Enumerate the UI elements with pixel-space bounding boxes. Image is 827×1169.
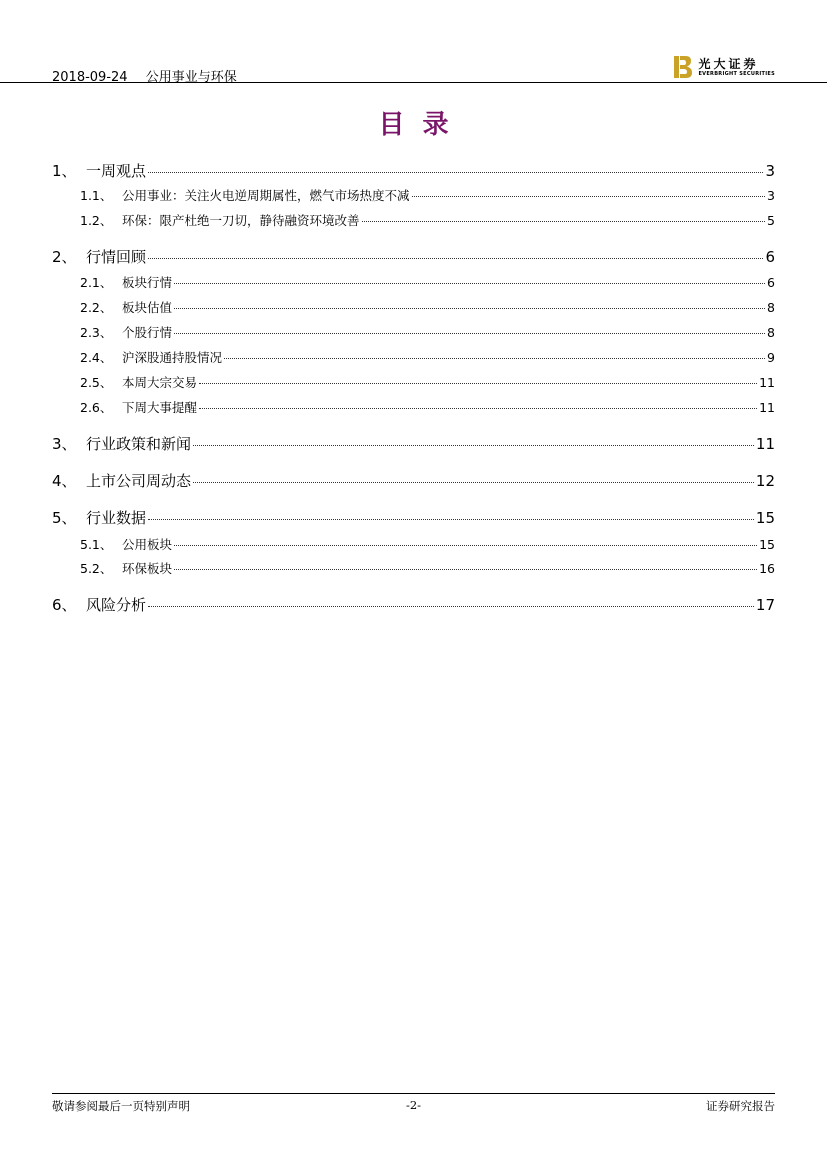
toc-leader-dots bbox=[148, 519, 754, 520]
toc-entry[interactable] bbox=[52, 373, 775, 391]
toc-leader-dots bbox=[224, 358, 765, 359]
toc-leader-dots bbox=[148, 172, 763, 173]
toc-entry-label: 行业政策和新闻 bbox=[86, 435, 192, 453]
toc-entry[interactable] bbox=[52, 559, 775, 577]
toc-leader-dots bbox=[174, 545, 757, 546]
toc-entry-label: 环保：限产杜绝一刀切，静待融资环境改善 bbox=[122, 213, 360, 228]
page-number: -2- bbox=[405, 1098, 422, 1112]
toc-entry-number: 2.6、 bbox=[80, 400, 113, 415]
toc-leader-dots bbox=[193, 482, 754, 483]
toc-entry-page: 12 bbox=[755, 472, 775, 490]
toc-leader-dots bbox=[174, 569, 757, 570]
toc-entry[interactable] bbox=[52, 186, 775, 204]
toc-leader-dots bbox=[193, 445, 754, 446]
toc-entry[interactable] bbox=[52, 246, 775, 267]
toc-entry[interactable] bbox=[52, 160, 775, 181]
toc-entry-page: 3 bbox=[765, 162, 775, 180]
toc-entry-label: 上市公司周动态 bbox=[86, 472, 192, 490]
toc-entry-page: 11 bbox=[755, 435, 775, 453]
toc-entry[interactable] bbox=[52, 348, 775, 366]
toc-entry-page: 15 bbox=[759, 537, 775, 552]
toc-entry-page: 17 bbox=[755, 596, 775, 614]
toc-entry-page: 9 bbox=[767, 350, 775, 365]
toc-entry[interactable] bbox=[52, 323, 775, 341]
toc-entry-number: 2.4、 bbox=[80, 350, 113, 365]
toc-entry-label: 本周大宗交易 bbox=[122, 375, 198, 390]
toc-entry-label: 个股行情 bbox=[122, 325, 173, 340]
toc-entry-number: 2.3、 bbox=[80, 325, 113, 340]
header-divider bbox=[0, 82, 827, 83]
page-header bbox=[52, 54, 775, 84]
toc-leader-dots bbox=[148, 258, 763, 259]
footer-divider bbox=[52, 1093, 775, 1094]
toc-entry[interactable] bbox=[52, 470, 775, 491]
toc-entry-number: 6、 bbox=[52, 596, 77, 614]
toc-leader-dots bbox=[148, 606, 754, 607]
toc-entry-page: 11 bbox=[759, 400, 775, 415]
toc-entry[interactable] bbox=[52, 298, 775, 316]
toc-leader-dots bbox=[199, 383, 757, 384]
report-date: 2018-09-24 bbox=[52, 70, 128, 85]
toc-leader-dots bbox=[174, 333, 765, 334]
logo-mark-icon bbox=[674, 56, 692, 78]
toc-entry[interactable] bbox=[52, 273, 775, 291]
toc-entry-label: 风险分析 bbox=[86, 596, 147, 614]
toc-entry-label: 公用事业：关注火电逆周期属性，燃气市场热度不减 bbox=[122, 188, 410, 203]
toc-entry-number: 5、 bbox=[52, 509, 77, 527]
company-logo bbox=[674, 54, 775, 80]
toc-entry-label: 下周大事提醒 bbox=[122, 400, 198, 415]
toc-entry-page: 16 bbox=[759, 561, 775, 576]
toc-entry[interactable] bbox=[52, 433, 775, 454]
toc-leader-dots bbox=[362, 221, 766, 222]
toc-entry-page: 15 bbox=[755, 509, 775, 527]
logo-cn-text: 光大证券 bbox=[698, 56, 759, 71]
toc-entry-number: 1.1、 bbox=[80, 188, 113, 203]
toc-entry-number: 2.1、 bbox=[80, 275, 113, 290]
toc-entry-number: 1.2、 bbox=[80, 213, 113, 228]
logo-en-text: EVERBRIGHT SECURITIES bbox=[698, 70, 775, 77]
toc-entry[interactable] bbox=[52, 211, 775, 229]
toc-entry-label: 一周观点 bbox=[86, 162, 147, 180]
toc-entry[interactable] bbox=[52, 535, 775, 553]
toc-entry-number: 1、 bbox=[52, 162, 77, 180]
toc-entry-page: 6 bbox=[765, 248, 775, 266]
toc-leader-dots bbox=[412, 196, 766, 197]
footer-disclaimer: 敬请参阅最后一页特别声明 bbox=[52, 1099, 190, 1113]
toc-entry-label: 行情回顾 bbox=[86, 248, 147, 266]
toc-entry-page: 11 bbox=[759, 375, 775, 390]
toc-entry-number: 5.1、 bbox=[80, 537, 113, 552]
toc-entry-label: 板块行情 bbox=[122, 275, 173, 290]
toc-entry-label: 板块估值 bbox=[122, 300, 173, 315]
toc-entry-page: 8 bbox=[767, 300, 775, 315]
toc-entry[interactable] bbox=[52, 594, 775, 615]
toc-leader-dots bbox=[174, 283, 765, 284]
toc-leader-dots bbox=[199, 408, 757, 409]
report-sector: 公用事业与环保 bbox=[145, 70, 237, 85]
toc-entry-number: 5.2、 bbox=[80, 561, 113, 576]
toc-entry-label: 沪深股通持股情况 bbox=[122, 350, 223, 365]
toc-entry-number: 2.5、 bbox=[80, 375, 113, 390]
toc-entry-label: 行业数据 bbox=[86, 509, 147, 527]
toc-entry-page: 3 bbox=[767, 188, 775, 203]
footer-report-type: 证券研究报告 bbox=[706, 1099, 775, 1113]
page-footer bbox=[52, 1098, 775, 1114]
toc-entry[interactable] bbox=[52, 507, 775, 528]
toc-entry-number: 3、 bbox=[52, 435, 77, 453]
toc-entry-page: 5 bbox=[767, 213, 775, 228]
toc-leader-dots bbox=[174, 308, 765, 309]
toc-entry-number: 2.2、 bbox=[80, 300, 113, 315]
toc-entry-label: 环保板块 bbox=[122, 561, 173, 576]
toc-entry-number: 4、 bbox=[52, 472, 77, 490]
toc-entry-page: 8 bbox=[767, 325, 775, 340]
toc-entry-number: 2、 bbox=[52, 248, 77, 266]
toc-title: 目录 bbox=[378, 110, 467, 140]
toc-entry-page: 6 bbox=[767, 275, 775, 290]
toc-entry-label: 公用板块 bbox=[122, 537, 173, 552]
toc-entry[interactable] bbox=[52, 398, 775, 416]
